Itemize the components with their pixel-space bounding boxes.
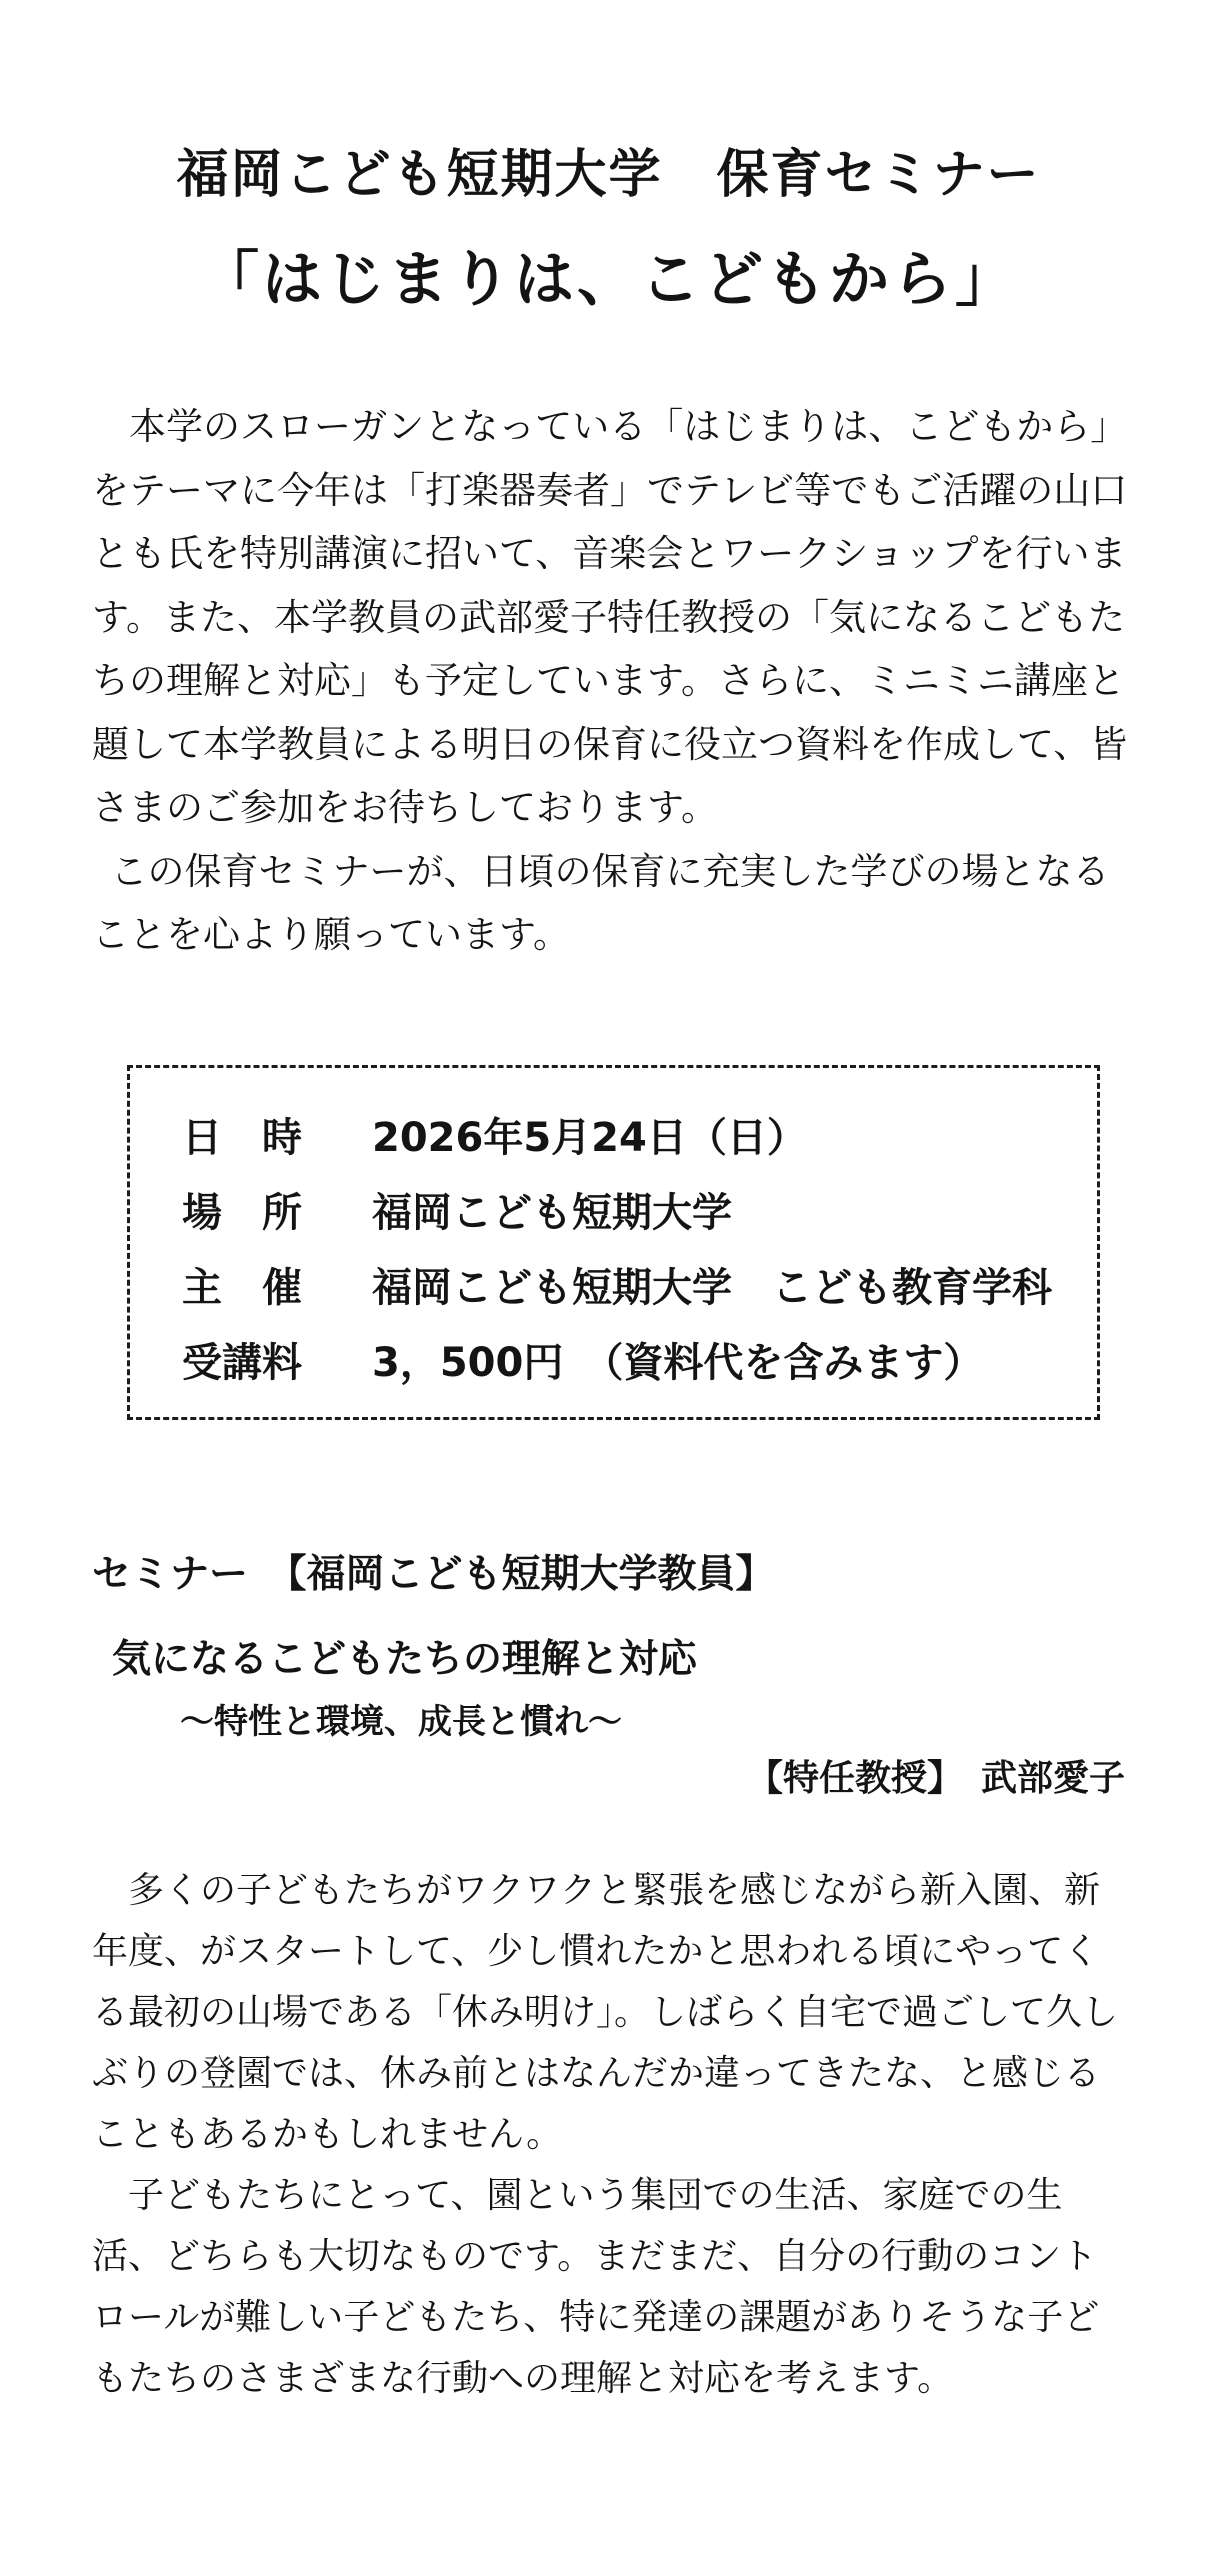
info-value-date: 2026年5月24日（日） (372, 1115, 807, 1161)
info-label-fee: 受講料 (182, 1340, 302, 1386)
lecture-description (92, 1860, 1132, 2409)
info-value-organizer: 福岡こども短期大学 こども教育学科 (372, 1265, 1052, 1311)
seminar-heading: セミナー 【福岡こども短期大学教員】 (92, 1552, 775, 1597)
info-label-date: 日 時 (182, 1115, 302, 1161)
intro-paragraph-2: この保育セミナーが、日頃の保育に充実した学びの場となることを心より願っています。 (92, 849, 1110, 956)
lecture-paragraph-1: 多くの子どもたちがワクワクと緊張を感じながら新入園、新年度、がスタートして、少し慣れたかと思われる頃にやってくる最初の山場である「休み明け」。しばらく自宅で過ごして久しぶりの登園では、休み前とはなんだか違ってきたな、と感じることもあるかもしれません。 (92, 1870, 1119, 2155)
intro-paragraph-1: 本学のスローガンとなっている「はじまりは、こどもから」をテーマに今年は「打楽器奏者」でテレビ等でもご活躍の山口とも氏を特別講演に招いて、音楽会とワークショップを行います。また、本学教員の武部愛子特任教授の「気になるこどもたちの理解と対応」も予定しています。さらに、ミニミニ講座と題して本学教員による明日の保育に役立つ資料を作成して、皆さまのご参加をお待ちしております。 (92, 405, 1128, 829)
lecture-subtitle: ～特性と環境、成長と慣れ～ (180, 1702, 622, 1742)
intro-text (92, 395, 1132, 967)
event-info-box (127, 1065, 1100, 1420)
page-title: 福岡こども短期大学 保育セミナー (176, 145, 1041, 205)
lecturer-name: 【特任教授】 武部愛子 (746, 1758, 1125, 1799)
lecture-paragraph-2: 子どもたちにとって、園という集団での生活、家庭での生活、どちらも大切なものです。まだまだ、自分の行動のコントロールが難しい子どもたち、特に発達の課題がありそうな子どもたちのさまざまな行動への理解と対応を考えます。 (92, 2175, 1100, 2399)
page-subtitle: 「はじまりは、こどもから」 (199, 245, 1018, 315)
info-value-place: 福岡こども短期大学 (372, 1190, 732, 1236)
info-label-organizer: 主 催 (182, 1265, 302, 1311)
info-value-fee: 3，500円 （資料代を含みます） (372, 1340, 984, 1386)
info-label-place: 場 所 (182, 1190, 302, 1236)
lecture-title: 気になるこどもたちの理解と対応 (112, 1637, 698, 1682)
